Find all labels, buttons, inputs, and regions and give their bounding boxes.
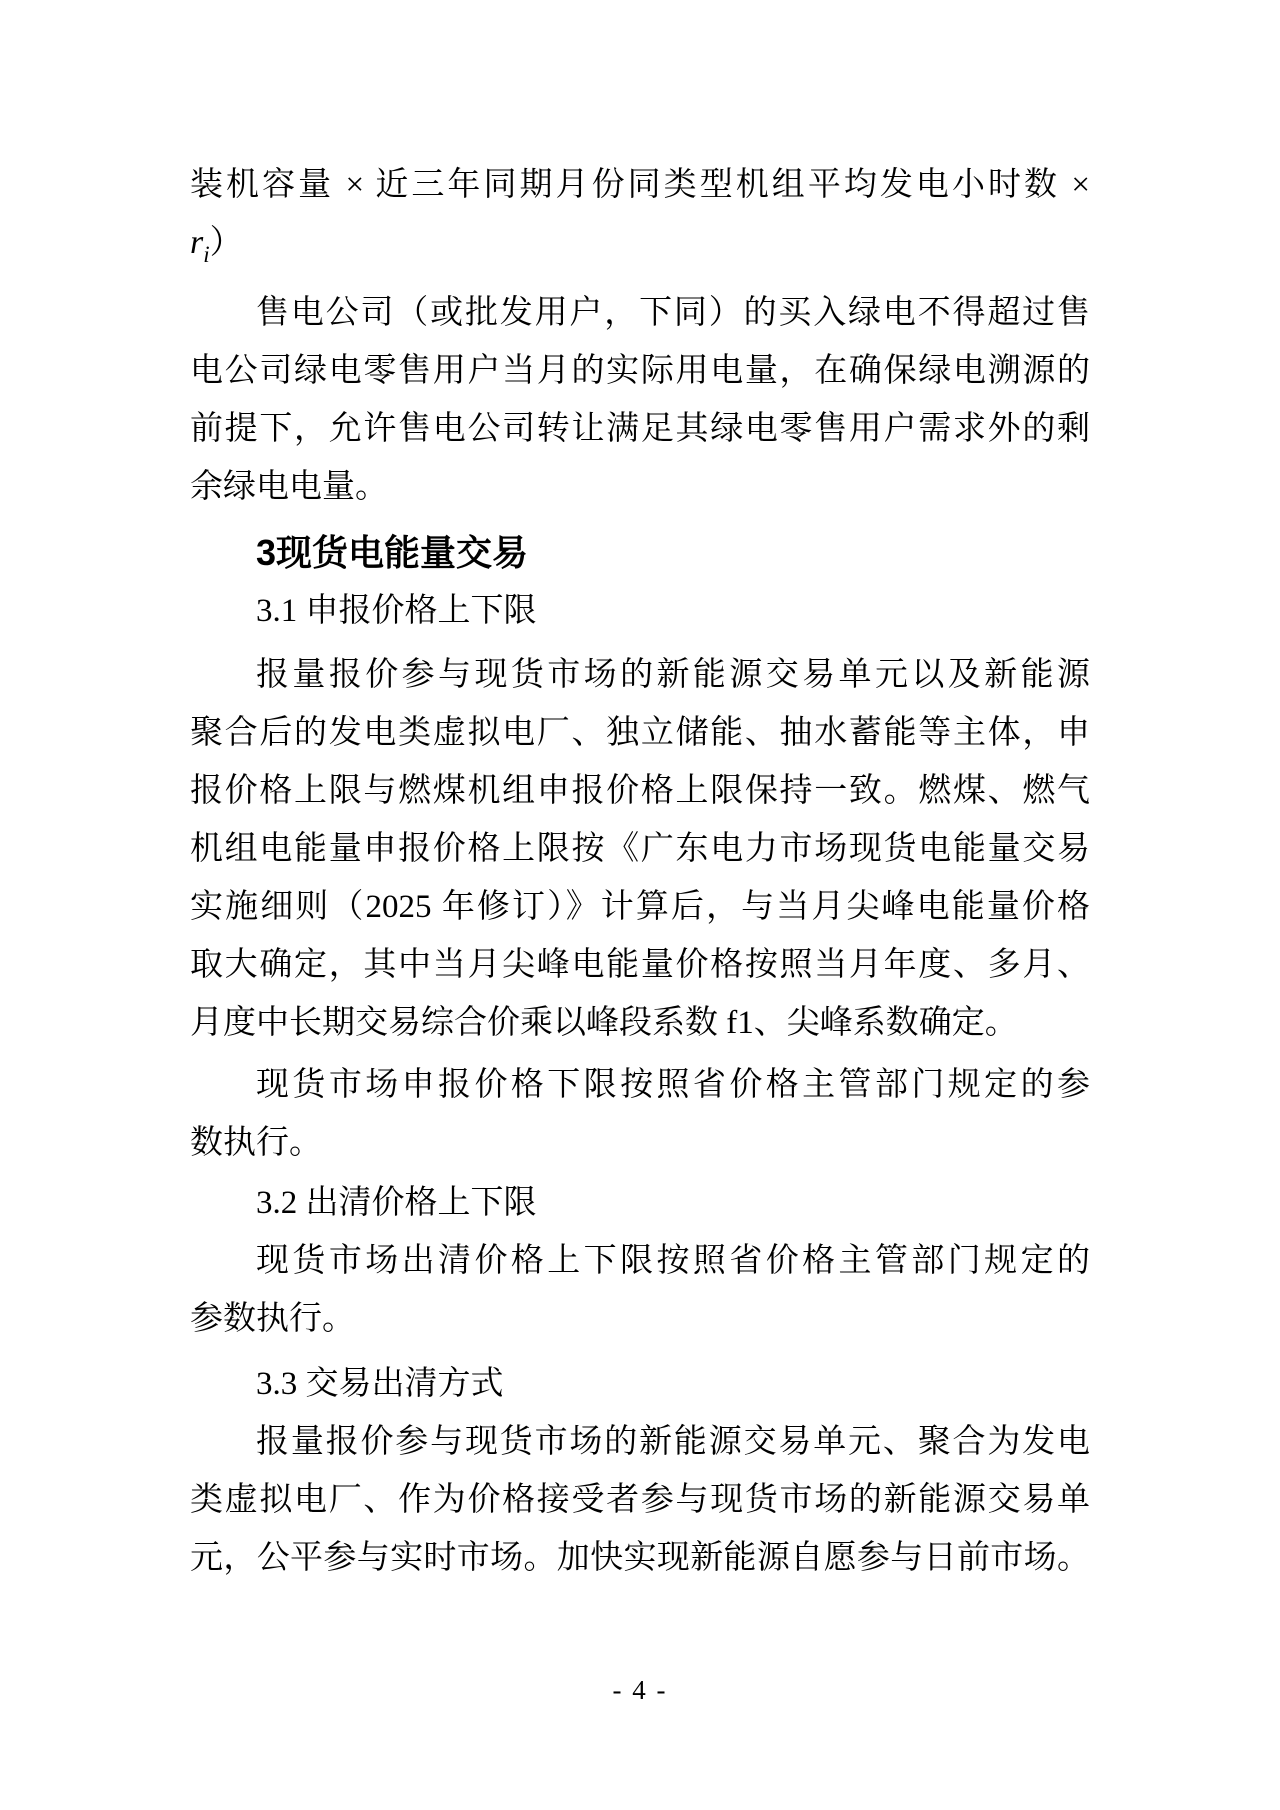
- formula-var-base: r: [190, 224, 204, 261]
- formula-var-subscript: i: [203, 242, 210, 267]
- paragraph-green-power-line: 售电公司（或批发用户，下同）的买入绿电不得超过售: [256, 295, 1090, 331]
- subsection-3-1-paragraph-2-line: 现货市场申报价格下限按照省价格主管部门规定的参: [256, 1067, 1090, 1103]
- subsection-3-1-paragraph-1-line: 报量报价参与现货市场的新能源交易单元以及新能源: [256, 657, 1090, 693]
- subsection-3-1-paragraph-1-line: 聚合后的发电类虚拟电厂、独立储能、抽水蓄能等主体，申: [190, 715, 1090, 751]
- subsection-3-1-heading: 3.1 申报价格上下限: [256, 593, 537, 629]
- subsection-3-1-paragraph-1-line: 报价格上限与燃煤机组申报价格上限保持一致。燃煤、燃气: [190, 773, 1090, 809]
- document-body: [190, 156, 1090, 1587]
- paragraph-green-power-line: 电公司绿电零售用户当月的实际用电量，在确保绿电溯源的: [190, 353, 1090, 389]
- subsection-3-1-paragraph-1-line: 实施细则（2025 年修订）》计算后，与当月尖峰电能量价格: [190, 889, 1090, 925]
- subsection-3-2-paragraph-line: 现货市场出清价格上下限按照省价格主管部门规定的: [256, 1243, 1090, 1279]
- subsection-3-2-paragraph-line: 参数执行。: [190, 1301, 355, 1337]
- paragraph-green-power-line: 余绿电电量。: [190, 469, 388, 505]
- subsection-3-3-paragraph-line: 元，公平参与实时市场。加快实现新能源自愿参与日前市场。: [190, 1540, 1090, 1576]
- subsection-3-1-paragraph-1-line: 机组电能量申报价格上限按《广东电力市场现货电能量交易: [190, 831, 1090, 867]
- subsection-3-3-paragraph-line: 报量报价参与现货市场的新能源交易单元、聚合为发电: [256, 1424, 1090, 1460]
- formula-variable-line: [190, 214, 1090, 272]
- subsection-3-1-paragraph-2-line: 数执行。: [190, 1125, 322, 1161]
- formula-continuation-line: 装机容量 × 近三年同期月份同类型机组平均发电小时数 ×: [190, 167, 1090, 203]
- subsection-3-2-heading: 3.2 出清价格上下限: [256, 1185, 537, 1221]
- subsection-3-3-paragraph-line: 类虚拟电厂、作为价格接受者参与现货市场的新能源交易单: [190, 1482, 1090, 1518]
- paragraph-green-power-line: 前提下，允许售电公司转让满足其绿电零售用户需求外的剩: [190, 411, 1090, 447]
- section-3-heading: 3现货电能量交易: [256, 532, 529, 573]
- subsection-3-1-paragraph-1-line: 月度中长期交易综合价乘以峰段系数 f1、尖峰系数确定。: [190, 1005, 1018, 1041]
- page-number: - 4 -: [612, 1675, 668, 1705]
- formula-close-paren: ）: [209, 225, 243, 261]
- subsection-3-1-paragraph-1-line: 取大确定，其中当月尖峰电能量价格按照当月年度、多月、: [190, 947, 1090, 983]
- subsection-3-3-heading: 3.3 交易出清方式: [256, 1366, 504, 1402]
